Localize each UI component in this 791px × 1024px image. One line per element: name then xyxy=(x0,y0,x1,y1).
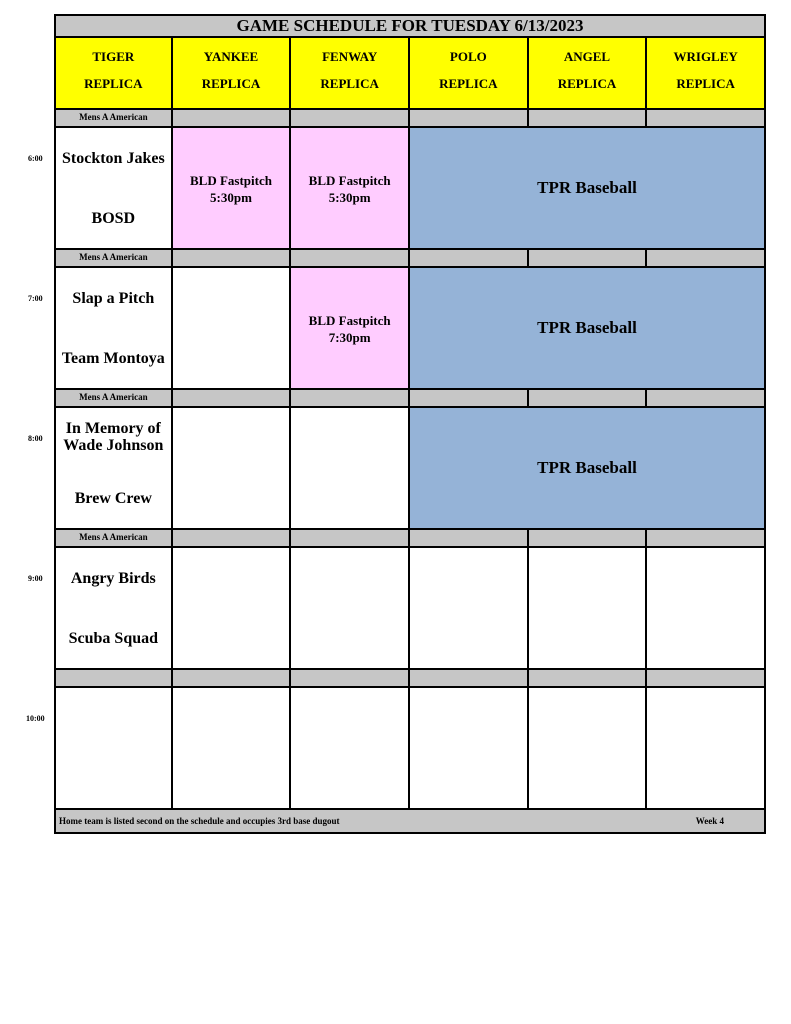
league-label: Mens A American xyxy=(54,250,173,268)
field-sub: REPLICA xyxy=(201,76,261,91)
tiger-cell xyxy=(26,688,173,810)
league-label: Mens A American xyxy=(54,110,173,128)
tpr-cell xyxy=(408,128,766,250)
band-cell xyxy=(408,390,529,408)
game-row-10 xyxy=(26,688,766,810)
fenway-cell xyxy=(289,408,410,530)
home-team: Scuba Squad xyxy=(68,630,159,647)
field-angel xyxy=(527,38,648,110)
band-cell xyxy=(408,110,529,128)
week-label: Week 4 xyxy=(695,816,724,826)
band-cell xyxy=(527,390,648,408)
band-cell xyxy=(289,110,410,128)
time-label: 6:00 xyxy=(28,154,43,163)
fenway-cell xyxy=(289,128,410,250)
field-name: YANKEE xyxy=(203,49,259,64)
polo-cell xyxy=(408,548,529,670)
field-yankee xyxy=(171,38,292,110)
league-band xyxy=(54,530,766,548)
field-sub: REPLICA xyxy=(84,76,143,91)
event-text: BLD Fastpitch 7:30pm xyxy=(308,313,391,345)
empty-band xyxy=(54,670,766,688)
home-team: Brew Crew xyxy=(74,490,152,507)
schedule-title: GAME SCHEDULE FOR TUESDAY 6/13/2023 xyxy=(54,14,766,38)
fenway-cell xyxy=(289,688,410,810)
league-band xyxy=(54,250,766,268)
time-label: 7:00 xyxy=(28,294,43,303)
field-sub: REPLICA xyxy=(676,76,735,91)
band-cell xyxy=(527,530,648,548)
footer-bar xyxy=(54,810,766,834)
time-label: 8:00 xyxy=(28,434,43,443)
band-cell xyxy=(289,530,410,548)
band-cell xyxy=(171,670,292,688)
game-row-6 xyxy=(28,128,766,250)
time-label: 10:00 xyxy=(26,714,45,723)
home-team: BOSD xyxy=(91,210,136,227)
away-team: Angry Birds xyxy=(70,570,156,587)
band-cell xyxy=(54,670,173,688)
schedule-sheet xyxy=(26,14,766,834)
field-name: TIGER xyxy=(92,49,135,64)
band-cell xyxy=(171,250,292,268)
tiger-cell xyxy=(28,408,173,530)
yankee-cell xyxy=(171,688,292,810)
tpr-cell xyxy=(408,408,766,530)
angel-cell xyxy=(527,548,648,670)
home-team: Team Montoya xyxy=(61,350,165,367)
game-row-9 xyxy=(28,548,766,670)
game-row-8 xyxy=(28,408,766,530)
fenway-cell xyxy=(289,268,410,390)
league-label: Mens A American xyxy=(54,390,173,408)
band-cell xyxy=(645,530,766,548)
band-cell xyxy=(171,110,292,128)
league-label: Mens A American xyxy=(54,530,173,548)
yankee-cell xyxy=(171,268,292,390)
event-text: BLD Fastpitch 5:30pm xyxy=(308,173,391,205)
field-sub: REPLICA xyxy=(439,76,498,91)
wrigley-cell xyxy=(645,688,766,810)
field-name: ANGEL xyxy=(563,49,611,64)
game-row-7 xyxy=(28,268,766,390)
tiger-cell xyxy=(28,548,173,670)
band-cell xyxy=(408,530,529,548)
band-cell xyxy=(171,530,292,548)
away-team: Slap a Pitch xyxy=(72,290,155,307)
yankee-cell xyxy=(171,408,292,530)
field-wrigley xyxy=(645,38,766,110)
band-cell xyxy=(527,250,648,268)
event-text: TPR Baseball xyxy=(537,178,637,197)
tiger-cell xyxy=(28,128,173,250)
band-cell xyxy=(645,250,766,268)
field-name: FENWAY xyxy=(322,49,378,64)
field-header-row xyxy=(54,38,766,110)
footer-note: Home team is listed second on the schedule and occupies 3rd base dugout xyxy=(59,816,340,826)
time-label: 9:00 xyxy=(28,574,43,583)
band-cell xyxy=(171,390,292,408)
yankee-cell xyxy=(171,128,292,250)
angel-cell xyxy=(527,688,648,810)
fenway-cell xyxy=(289,548,410,670)
field-polo xyxy=(408,38,529,110)
band-cell xyxy=(645,670,766,688)
band-cell xyxy=(645,110,766,128)
band-cell xyxy=(289,670,410,688)
away-team: In Memory of Wade Johnson xyxy=(63,420,164,454)
league-band xyxy=(54,110,766,128)
event-text: TPR Baseball xyxy=(537,318,637,337)
league-band xyxy=(54,390,766,408)
tiger-cell xyxy=(28,268,173,390)
band-cell xyxy=(408,670,529,688)
event-text: TPR Baseball xyxy=(537,458,637,477)
field-sub: REPLICA xyxy=(320,76,379,91)
wrigley-cell xyxy=(645,548,766,670)
band-cell xyxy=(289,250,410,268)
band-cell xyxy=(645,390,766,408)
band-cell xyxy=(527,670,648,688)
field-tiger xyxy=(54,38,173,110)
field-sub: REPLICA xyxy=(557,76,617,91)
field-fenway xyxy=(289,38,410,110)
band-cell xyxy=(527,110,648,128)
field-name: POLO xyxy=(449,49,487,64)
band-cell xyxy=(289,390,410,408)
event-text: BLD Fastpitch 5:30pm xyxy=(190,173,272,205)
band-cell xyxy=(408,250,529,268)
polo-cell xyxy=(408,688,529,810)
yankee-cell xyxy=(171,548,292,670)
tpr-cell xyxy=(408,268,766,390)
away-team: Stockton Jakes xyxy=(61,150,165,167)
field-name: WRIGLEY xyxy=(673,49,738,64)
